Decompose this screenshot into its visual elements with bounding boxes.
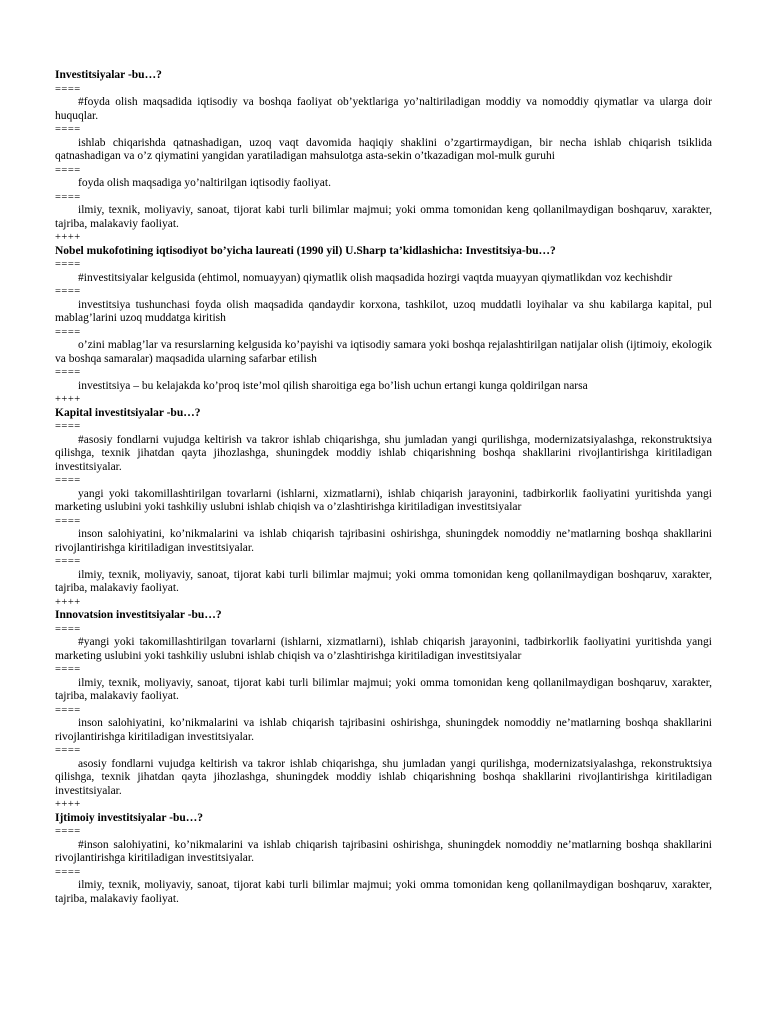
question-title: Kapital investitsiyalar -bu…?	[55, 406, 201, 419]
separator: ====	[55, 367, 81, 378]
answer-option: investitsiya tushunchasi foyda olish maqsadida qandaydir korxona, tashkilot, uzoq muddatli loyihalar va shu kabilarga kapital, pul mablag’larini uzoq muddatga kiritish	[55, 298, 712, 324]
answer-option: #asosiy fondlarni vujudga keltirish va takror ishlab chiqarishga, shu jumladan yangi qurilishga, modernizatsiyalashga, rekonstruktsiya qilishga, texnik jihatdan qayta jihozlashga, shuningdek moddiy ishlab chiqarishning boshqa shakllarini rivojlantirishga kiritiladigan investitsiyalar.	[55, 433, 712, 473]
answer-option: ishlab chiqarishda qatnashadigan, uzoq vaqt davomida haqiqiy shaklini o’zgartirmaydigan, bir necha ishlab chiqarish tsiklida qatnashadigan va o’z qiymatini yangidan yaratiladigan mahsulotga asta-sekin o’tkazadigan mol-mulk guruhi	[55, 136, 712, 162]
separator: ====	[55, 515, 81, 527]
end-marker: ++++	[55, 596, 81, 608]
answer-option: ilmiy, texnik, moliyaviy, sanoat, tijorat kabi turli bilimlar majmui; yoki omma tomonidan keng qollanilmaydigan boshqaruv, xarakter, tajriba, malakaviy faoliyat.	[55, 676, 712, 702]
answer-option: #yangi yoki takomillashtirilgan tovarlarni (ishlarni, xizmatlarni), ishlab chiqarish jarayonini, tadbirkorlik faoliyatini yuritishda yangi marketing uslubini yoki tashkiliy uslubni ishlab chiqish va o’zlashtirishga kiritiladigan investitsiyalar	[55, 636, 712, 662]
answer-option: #foyda olish maqsadida iqtisodiy va boshqa faoliyat ob’yektlariga yo’naltiriladigan moddiy va nomoddiy qiymatlar va ularga doir huquqlar.	[55, 96, 712, 122]
end-marker: ++++	[55, 232, 81, 243]
answer-option: ilmiy, texnik, moliyaviy, sanoat, tijorat kabi turli bilimlar majmui; yoki omma tomonidan keng qollanilmaydigan boshqaruv, xarakter, tajriba, malakaviy faoliyat.	[55, 879, 712, 905]
question-block	[55, 812, 712, 907]
separator: ====	[55, 164, 81, 176]
separator: ====	[55, 124, 81, 135]
question-title: Investitsiyalar -bu…?	[55, 69, 162, 81]
separator: ====	[55, 326, 81, 338]
question-block	[55, 609, 712, 812]
separator: ====	[55, 475, 81, 486]
end-marker: ++++	[55, 799, 81, 810]
separator: ====	[55, 866, 81, 878]
separator: ====	[55, 191, 81, 203]
answer-option: inson salohiyatini, ko’nikmalarini va ishlab chiqarish tajribasini oshirishga, shuningdek nomoddiy ne’matlarning boshqa shakllarini rivojlantirishga kiritiladigan investitsiyalar.	[55, 528, 712, 554]
separator: ====	[55, 83, 81, 95]
separator: ====	[55, 826, 81, 837]
answer-option: asosiy fondlarni vujudga keltirish va takror ishlab chiqarishga, shu jumladan yangi qurilishga, modernizatsiyalashga, rekonstruktsiya qilishga, texnik jihatdan qayta jihozlashga, shuningdek moddiy ishlab chiqarishning boshqa shakllarini rivojlantirishga kiritiladigan investitsiyalar.	[55, 757, 712, 797]
question-block	[55, 407, 712, 610]
separator: ====	[55, 664, 81, 675]
answer-option: yangi yoki takomillashtirilgan tovarlarni (ishlarni, xizmatlarni), ishlab chiqarish jarayonini, tadbirkorlik faoliyatini yuritishda yangi marketing uslubini yoki tashkiliy uslubni ishlab chiqish va o’zlashtirishga kiritiladigan investitsiyalar	[55, 487, 712, 513]
question-title: Ijtimoiy investitsiyalar -bu…?	[55, 811, 204, 824]
question-title: Innovatsion investitsiyalar -bu…?	[55, 609, 222, 621]
question-block	[55, 245, 712, 407]
separator: ====	[55, 745, 81, 756]
answer-option: o’zini mablag’lar va resurslarning kelgusida ko’payishi va iqtisodiy samara yoki boshqa rejalashtirilgan natijalar olish (ijtimoiy, ekologik va boshqa samaralar) maqsadida ularning safarbar etilish	[55, 339, 712, 365]
answer-option: ilmiy, texnik, moliyaviy, sanoat, tijorat kabi turli bilimlar majmui; yoki omma tomonidan keng qollanilmaydigan boshqaruv, xarakter, tajriba, malakaviy faoliyat.	[55, 204, 712, 230]
answer-option: investitsiya – bu kelajakda ko’proq iste’mol qilish sharoitiga ega bo’lish uchun ertangi kunga qoldirilgan narsa	[78, 379, 588, 392]
separator: ====	[55, 623, 81, 635]
answer-option: #investitsiyalar kelgusida (ehtimol, nomuayyan) qiymatlik olish maqsadida hozirgi vaqtda muayyan qiymatlikdan voz kechishdir	[78, 271, 673, 284]
question-title: Nobel mukofotining iqtisodiyot bo’yicha laureati (1990 yil) U.Sharp ta’kidlashicha: Investitsiya-bu…?	[55, 244, 556, 257]
end-marker: ++++	[55, 394, 81, 405]
separator: ====	[55, 421, 81, 432]
question-block	[55, 69, 712, 245]
answer-option: foyda olish maqsadiga yo’naltirilgan iqtisodiy faoliyat.	[78, 177, 331, 189]
separator: ====	[55, 286, 81, 297]
separator: ====	[55, 556, 81, 567]
answer-option: #inson salohiyatini, ko’nikmalarini va ishlab chiqarish tajribasini oshirishga, shuningdek nomoddiy ne’matlarning boshqa shakllarini rivojlantirishga kiritiladigan investitsiyalar.	[55, 838, 712, 864]
answer-option: ilmiy, texnik, moliyaviy, sanoat, tijorat kabi turli bilimlar majmui; yoki omma tomonidan keng qollanilmaydigan boshqaruv, xarakter, tajriba, malakaviy faoliyat.	[55, 568, 712, 594]
document-page	[55, 69, 712, 906]
answer-option: inson salohiyatini, ko’nikmalarini va ishlab chiqarish tajribasini oshirishga, shuningdek nomoddiy ne’matlarning boshqa shakllarini rivojlantirishga kiritiladigan investitsiyalar.	[55, 717, 712, 743]
separator: ====	[55, 704, 81, 716]
separator: ====	[55, 259, 81, 270]
